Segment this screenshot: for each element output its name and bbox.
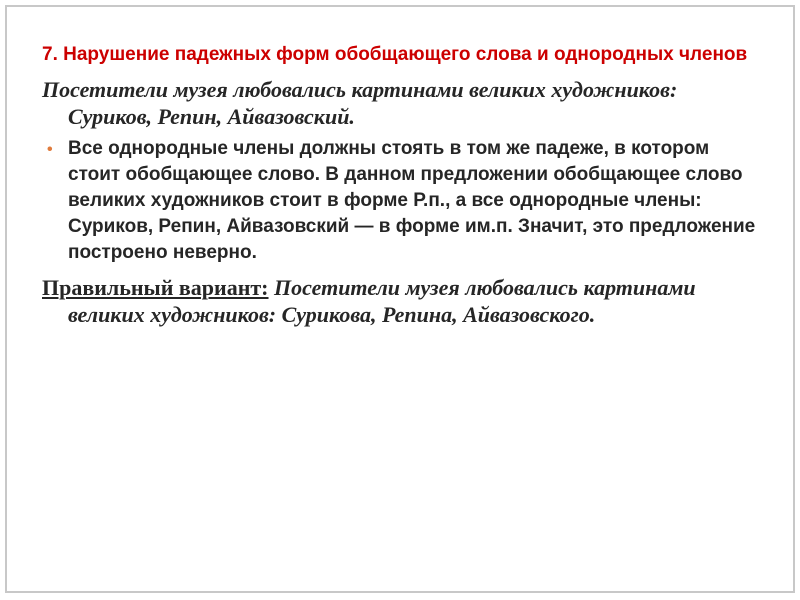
example-sentence: Посетители музея любовались картинами великих художников: Суриков, Репин, Айвазовский. xyxy=(42,77,678,129)
correct-variant-label: Правильный вариант: xyxy=(42,275,269,300)
correct-variant xyxy=(42,274,762,328)
slide-title: 7. Нарушение падежных форм обобщающего слова и однородных членов xyxy=(42,44,748,65)
bullet-icon: • xyxy=(47,141,53,158)
explanation-text: Все однородные члены должны стоять в том же падеже, в котором стоит обобщающее слово. В данном предложении обобщающее слово великих художников стоит в форме Р.п., а все однородные члены: Суриков, Репин, Айвазовский — в форме им.п. Значит, это предложение построено неверно. xyxy=(68,138,756,263)
slide-content xyxy=(42,42,762,328)
explanation-bullet xyxy=(42,136,762,266)
correct-variant-text: Посетители музея любовались картинами великих художников: Сурикова, Репина, Айвазовского. xyxy=(68,275,696,327)
